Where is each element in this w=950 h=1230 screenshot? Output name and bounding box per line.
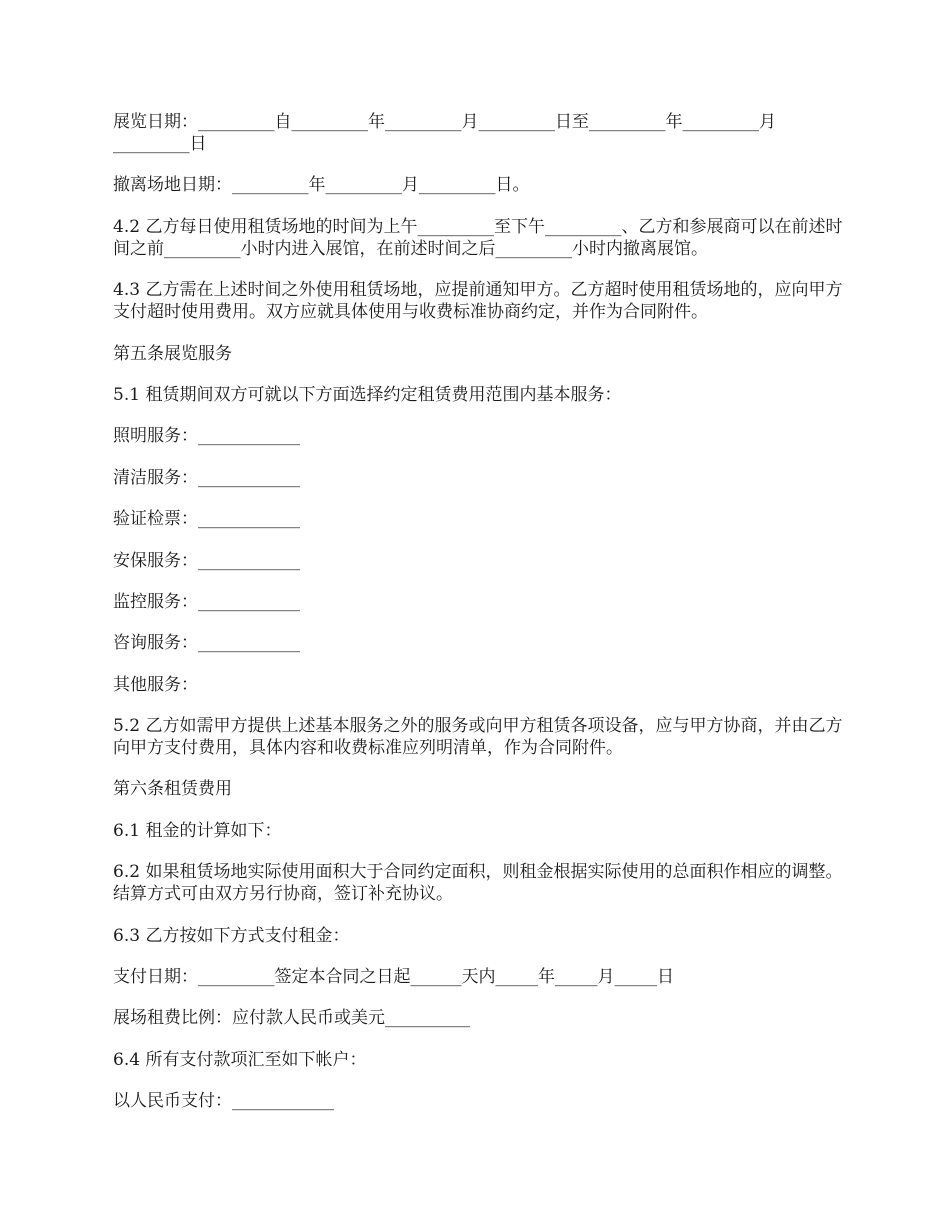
payment-date: 支付日期：_________签定本合同之日起______天内_____年_____月_____日 bbox=[113, 967, 674, 988]
rmb-payment: 以人民币支付：____________ bbox=[113, 1091, 334, 1112]
clause-6-3: 6.3 乙方按如下方式支付租金： bbox=[113, 925, 350, 946]
monitoring-service: 监控服务：____________ bbox=[113, 591, 300, 612]
clause-4-2: 4.2 乙方每日使用租赁场地的时间为上午_________至下午_________、乙方和参展商可以在前述时间之前_________小时内进入展馆，在前述时间之后_________小时内撤离展馆。 bbox=[113, 216, 843, 259]
clause-4-3: 4.3 乙方需在上述时间之外使用租赁场地，应提前通知甲方。乙方超时使用租赁场地的，应向甲方支付超时使用费用。双方应就具体使用与收费标准协商约定，并作为合同附件。 bbox=[113, 280, 843, 323]
document-page bbox=[113, 111, 843, 1132]
clause-5-1: 5.1 租赁期间双方可就以下方面选择约定租赁费用范围内基本服务： bbox=[113, 384, 622, 405]
security-service: 安保服务：____________ bbox=[113, 550, 300, 571]
article-6-heading: 第六条租赁费用 bbox=[113, 779, 232, 800]
article-5-heading: 第五条展览服务 bbox=[113, 343, 232, 364]
exhibition-dates: 展览日期：_________自_________年_________月_________日至_________年_________月_________日 bbox=[113, 112, 776, 154]
clause-5-2: 5.2 乙方如需甲方提供上述基本服务之外的服务或向甲方租赁各项设备，应与甲方协商，并由乙方向甲方支付费用，具体内容和收费标准应列明清单，作为合同附件。 bbox=[113, 716, 843, 759]
consulting-service: 咨询服务：____________ bbox=[113, 633, 300, 654]
lighting-service: 照明服务：____________ bbox=[113, 426, 300, 447]
clause-6-2: 6.2 如果租赁场地实际使用面积大于合同约定面积，则租金根据实际使用的总面积作相应的调整。结算方式可由双方另行协商，签订补充协议。 bbox=[113, 862, 843, 905]
clause-6-4: 6.4 所有支付款项汇至如下帐户： bbox=[113, 1049, 367, 1070]
ticket-check-service: 验证检票：____________ bbox=[113, 509, 300, 530]
clause-6-1: 6.1 租金的计算如下： bbox=[113, 820, 282, 841]
cleaning-service: 清洁服务：____________ bbox=[113, 467, 300, 488]
other-services: 其他服务： bbox=[113, 674, 198, 695]
move-out-date: 撤离场地日期：_________年_________月_________日。 bbox=[113, 175, 530, 196]
venue-fee-ratio: 展场租费比例：应付款人民币或美元__________ bbox=[113, 1008, 470, 1029]
